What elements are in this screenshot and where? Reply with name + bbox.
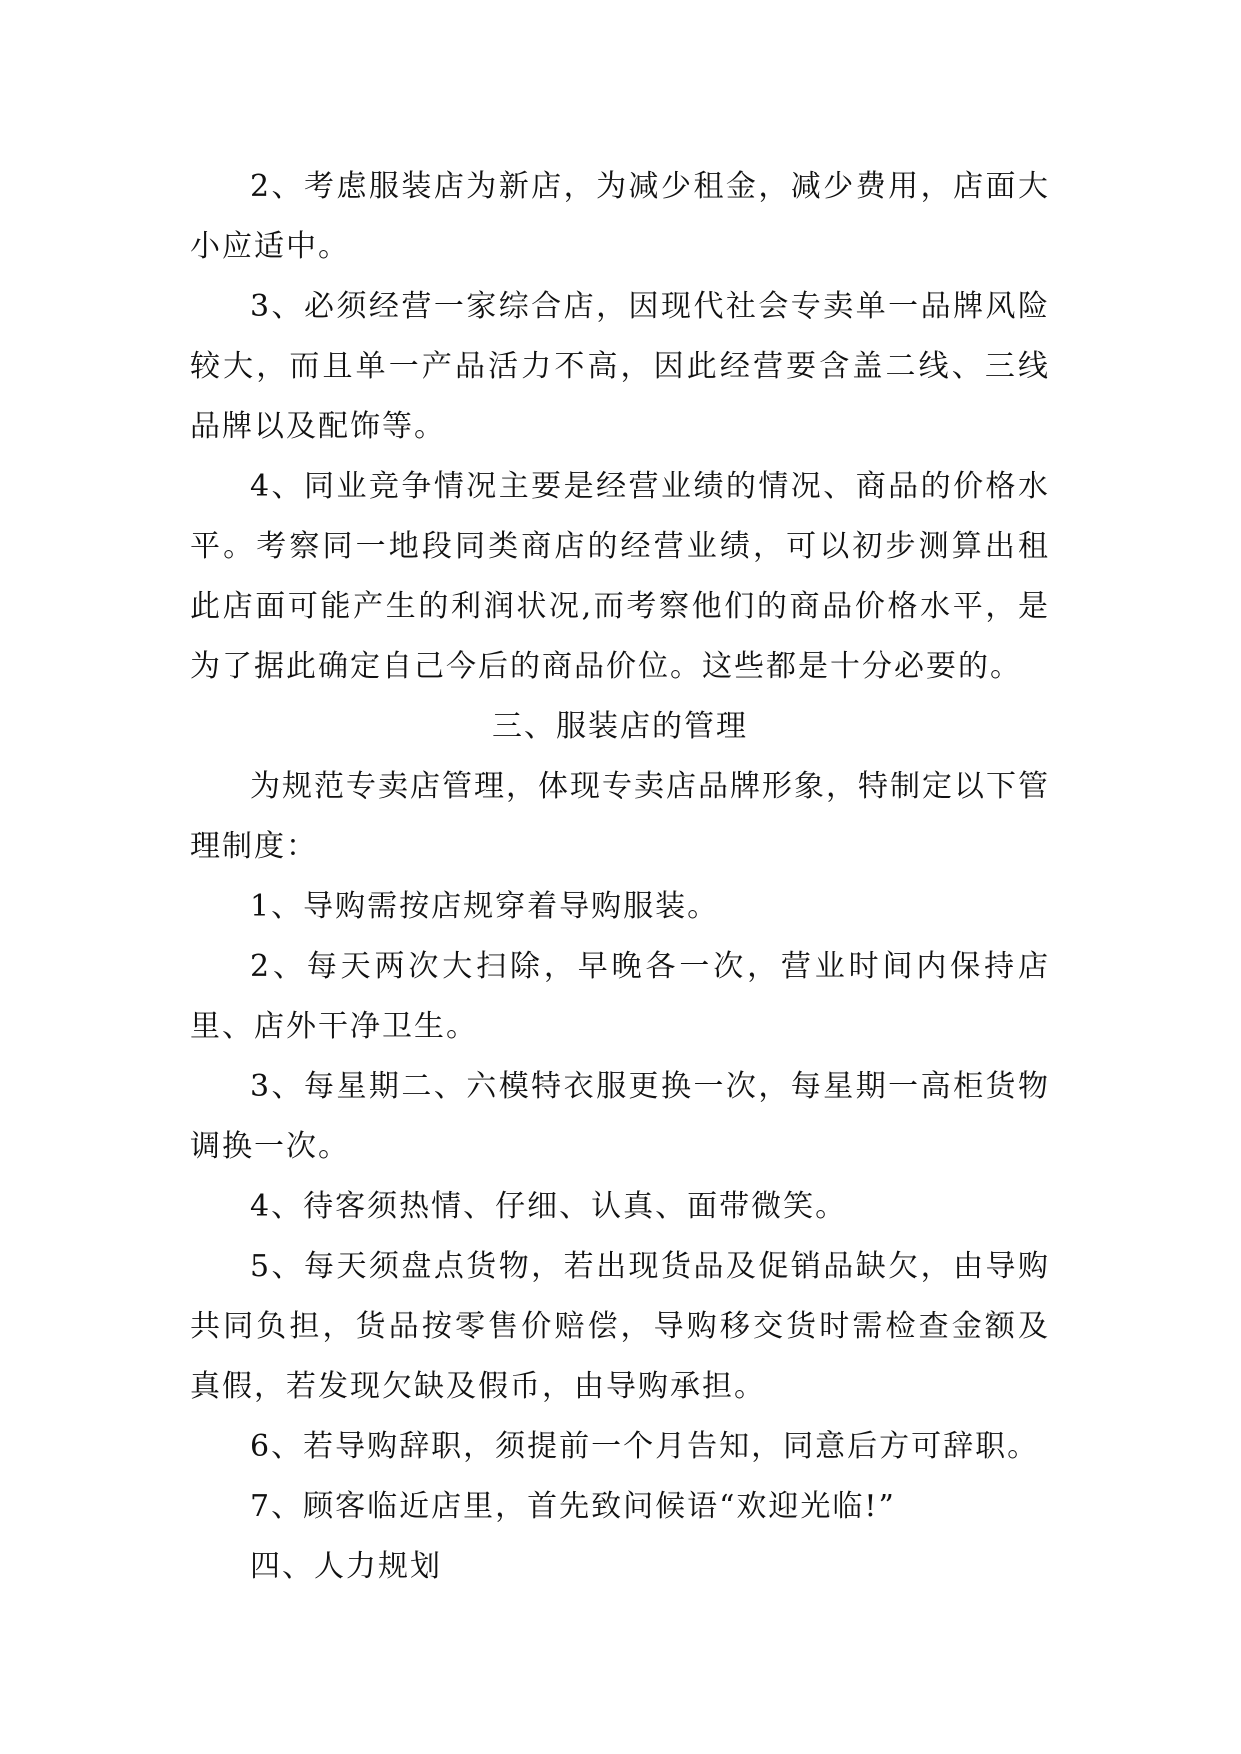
rule-item-5: 5、每天须盘点货物，若出现货品及促销品缺欠，由导购共同负担，货品按零售价赔偿，导购移交货时需检查金额及真假，若发现欠缺及假币，由导购承担。 (190, 1249, 1050, 1404)
rule-item-2: 2、每天两次大扫除，早晚各一次，营业时间内保持店里、店外干净卫生。 (190, 949, 1050, 1044)
paragraph-comprehensive-store: 3、必须经营一家综合店，因现代社会专卖单一品牌风险较大，而且单一产品活力不高，因此经营要含盖二线、三线品牌以及配饰等。 (190, 289, 1050, 444)
document-body (190, 157, 1050, 1597)
paragraph-store-size: 2、考虑服装店为新店，为减少租金，减少费用，店面大小应适中。 (190, 169, 1050, 264)
rule-item-4: 4、待客须热情、仔细、认真、面带微笑。 (250, 1189, 848, 1224)
rule-item-3: 3、每星期二、六模特衣服更换一次，每星期一高柜货物调换一次。 (190, 1069, 1050, 1164)
section-heading-management: 三、服装店的管理 (492, 709, 748, 744)
rule-item-6: 6、若导购辞职，须提前一个月告知，同意后方可辞职。 (250, 1429, 1040, 1464)
rule-item-7: 7、顾客临近店里，首先致问候语“欢迎光临!” (250, 1489, 896, 1524)
paragraph-competition: 4、同业竞争情况主要是经营业绩的情况、商品的价格水平。考察同一地段同类商店的经营业绩，可以初步测算出租此店面可能产生的利润状况,而考察他们的商品价格水平，是为了据此确定自己今后的商品价位。这些都是十分必要的。 (190, 469, 1050, 684)
rule-item-1: 1、导购需按店规穿着导购服装。 (250, 889, 720, 924)
paragraph-management-intro: 为规范专卖店管理，体现专卖店品牌形象，特制定以下管理制度： (190, 769, 1050, 864)
section-heading-staffing: 四、人力规划 (250, 1549, 442, 1584)
